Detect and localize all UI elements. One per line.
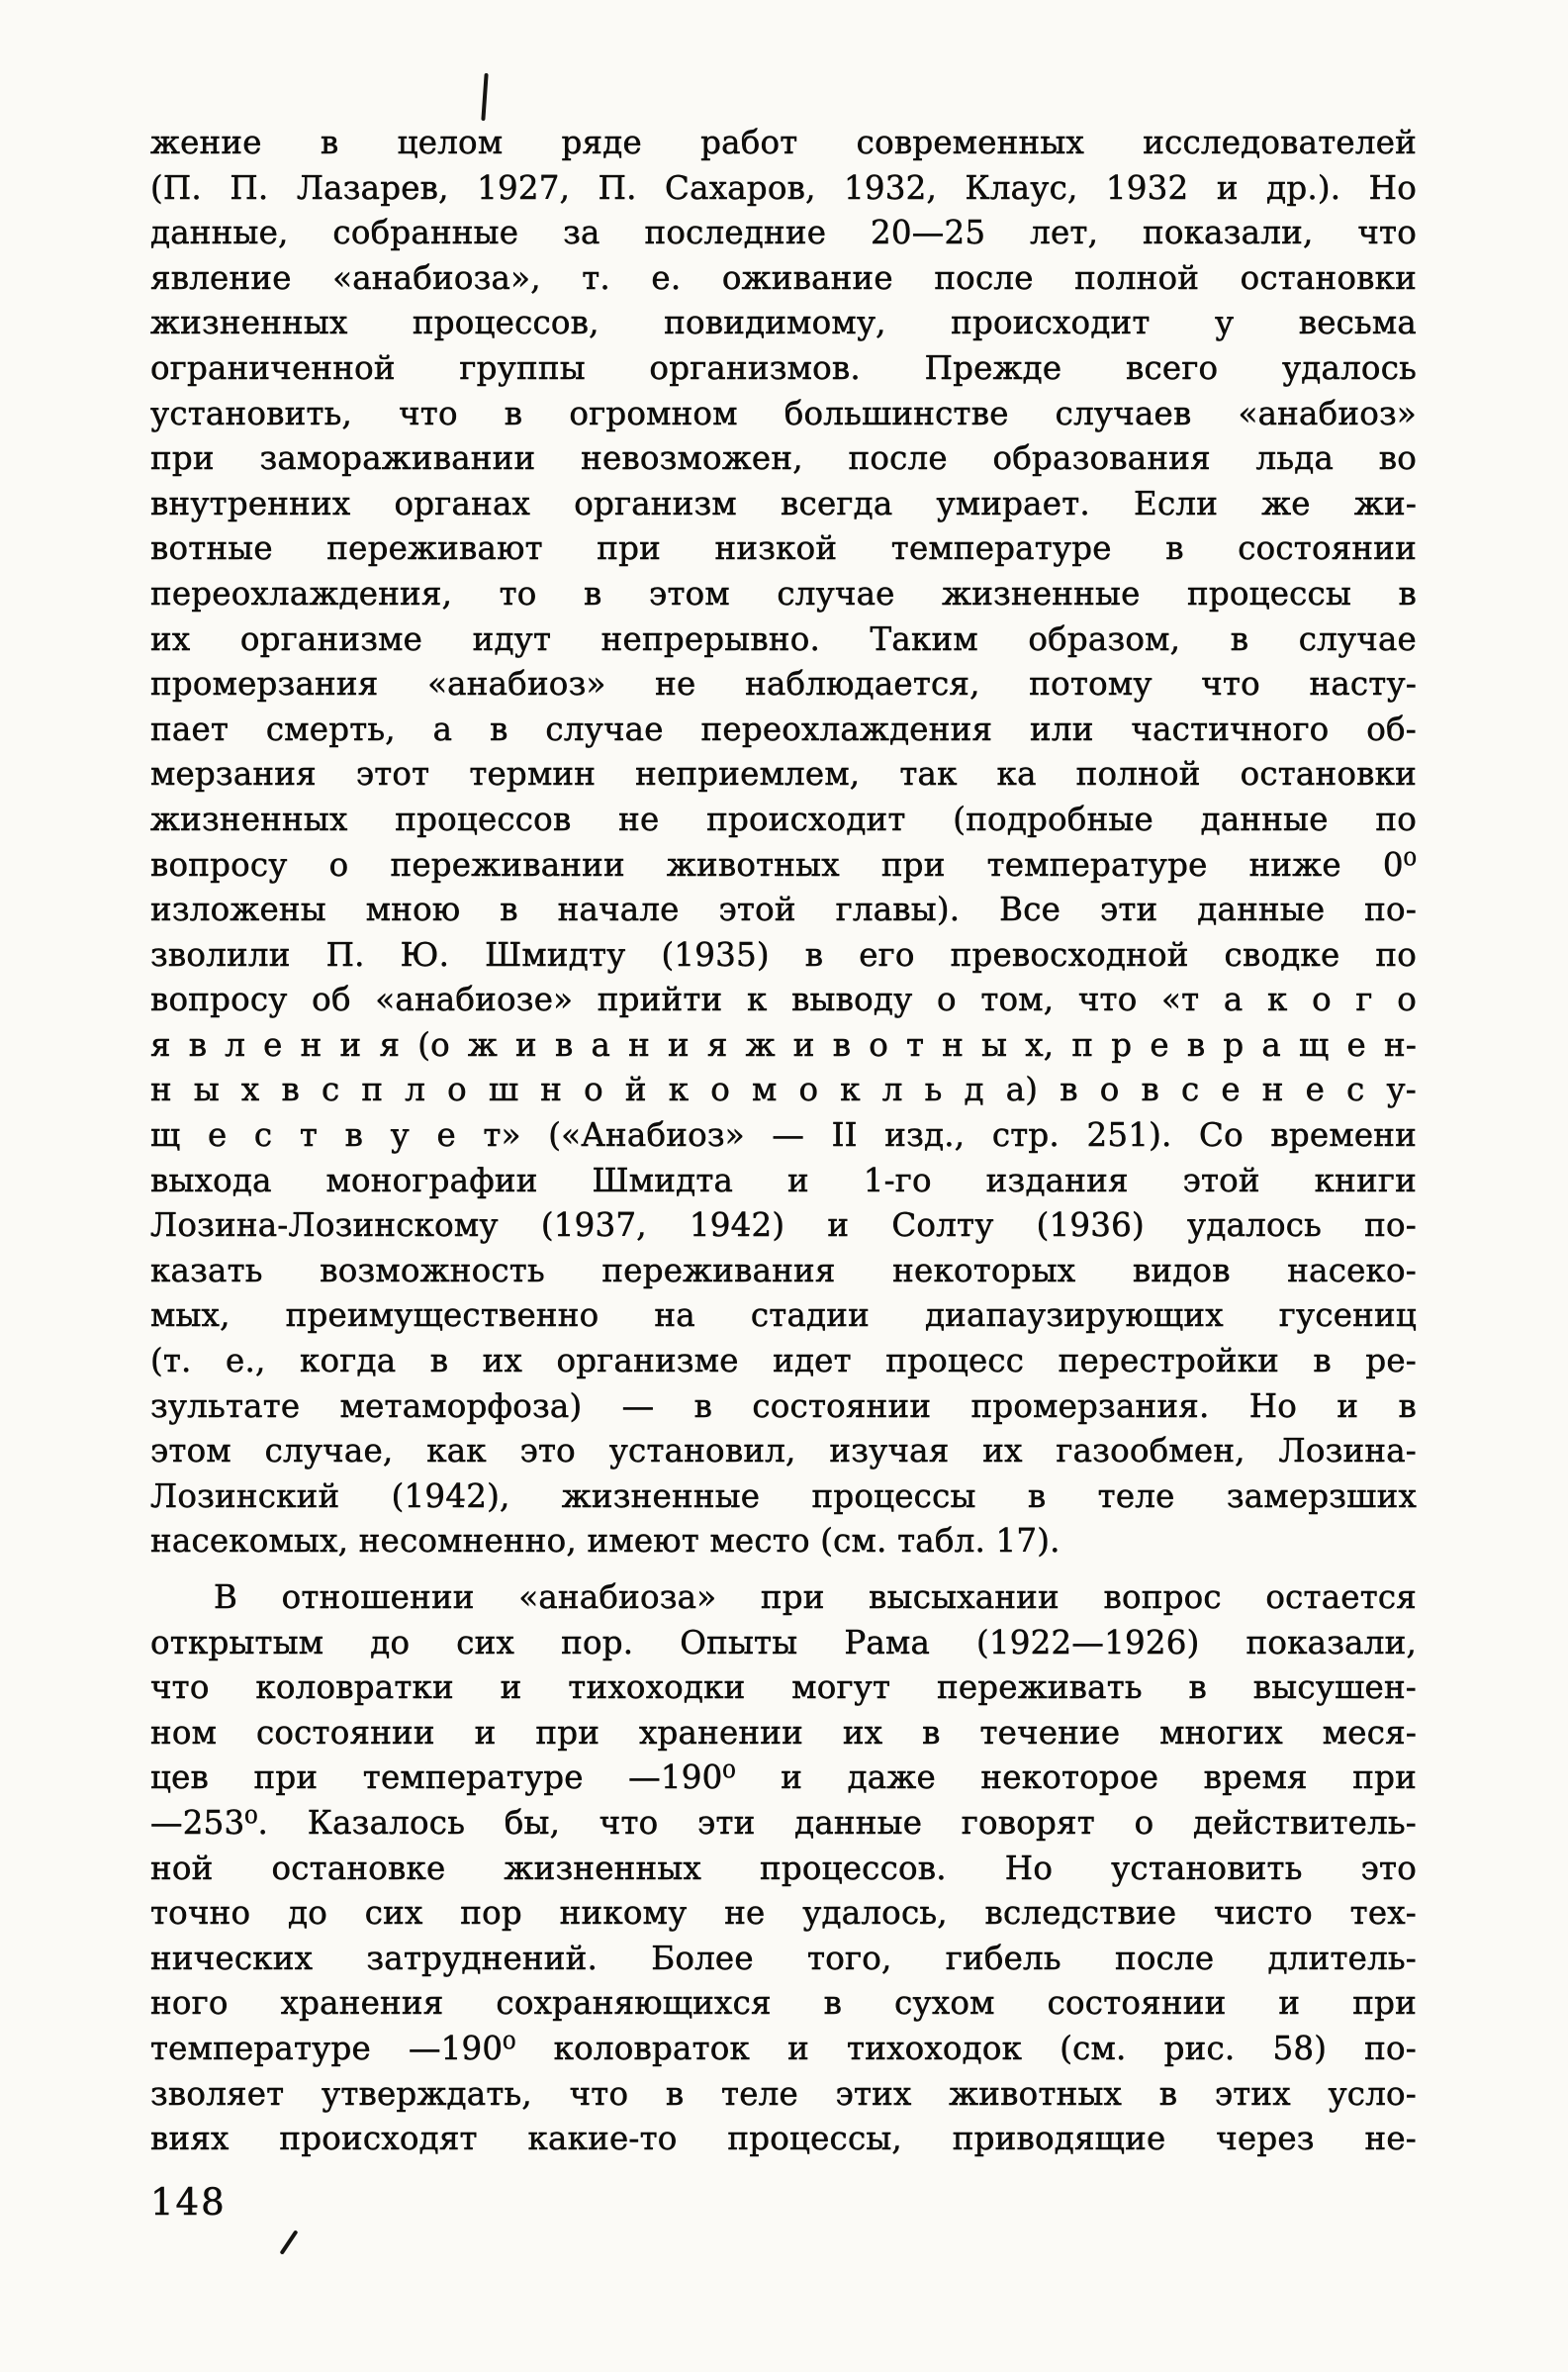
text-line: ного хранения сохраняющихся в сухом состоянии и при — [150, 1984, 1417, 2023]
text-line: цев при температуре —190⁰ и даже некоторое время при — [150, 1758, 1417, 1797]
text-line: изложены мною в начале этой главы). Все эти данные по- — [150, 891, 1417, 929]
text-line: щ е с т в у е т» («Анабиоз» — II изд., стр. 251). Со времени — [150, 1116, 1417, 1155]
text-line: виях происходят какие-то процессы, приводящие через не- — [150, 2120, 1417, 2158]
ink-mark-accent-icon — [481, 73, 488, 121]
ink-mark-slash-icon — [280, 2230, 299, 2254]
text-line: зволяет утверждать, что в теле этих животных в этих усло- — [150, 2074, 1417, 2113]
text-line: мерзания этот термин неприемлем, так ка полной остановки — [150, 755, 1417, 794]
text-line: переохлаждения, то в этом случае жизненные процессы в — [150, 574, 1417, 613]
page-number: 148 — [150, 2181, 227, 2224]
text-line: данные, собранные за последние 20—25 лет, показали, что — [150, 214, 1417, 252]
text-line: вопросу о переживании животных при температуре ниже 0⁰ — [150, 845, 1417, 884]
text-line: Лозина-Лозинскому (1937, 1942) и Солту (1936) удалось по- — [150, 1206, 1417, 1245]
text-line: Лозинский (1942), жизненные процессы в теле замерзших — [150, 1476, 1417, 1515]
text-line: их организме идут непрерывно. Таким образом, в случае — [150, 619, 1417, 658]
paragraph — [150, 121, 1417, 1565]
text-line: (П. П. Лазарев, 1927, П. Сахаров, 1932, Клаус, 1932 и др.). Но — [150, 168, 1417, 207]
text-line: —253⁰. Казалось бы, что эти данные говорят о действитель- — [150, 1803, 1417, 1842]
text-line: промерзания «анабиоз» не наблюдается, потому что насту- — [150, 665, 1417, 704]
text-line: зволили П. Ю. Шмидту (1935) в его превосходной сводке по — [150, 935, 1417, 974]
text-line: ном состоянии и при хранении их в течение многих меся- — [150, 1713, 1417, 1752]
page-text — [150, 121, 1417, 2162]
text-line: температуре —190⁰ коловраток и тихоходок (см. рис. 58) по- — [150, 2029, 1417, 2067]
text-line: этом случае, как это установил, изучая их газообмен, Лозина- — [150, 1432, 1417, 1471]
text-line: жение в целом ряде работ современных исследователей — [150, 124, 1417, 161]
text-line: точно до сих пор никому не удалось, вследствие чисто тех- — [150, 1894, 1417, 1933]
text-line: В отношении «анабиоза» при высыхании вопрос остается — [214, 1578, 1417, 1616]
text-line: казать возможность переживания некоторых видов насеко- — [150, 1251, 1417, 1289]
text-line: внутренних органах организм всегда умирает. Если же жи- — [150, 484, 1417, 522]
text-line: мых, преимущественно на стадии диапаузирующих гусениц — [150, 1296, 1417, 1335]
text-line: нических затруднений. Более того, гибель после длитель- — [150, 1939, 1417, 1977]
text-line: насекомых, несомненно, имеют место (см. табл. 17). — [150, 1522, 1061, 1561]
text-line: пает смерть, а в случае переохлаждения или частичного об- — [150, 710, 1417, 748]
text-line: установить, что в огромном большинстве случаев «анабиоз» — [150, 394, 1417, 432]
text-line: н ы х в с п л о ш н о й к о м о к л ь д а) в о в с е н е с у- — [150, 1071, 1417, 1109]
text-line: зультате метаморфоза) — в состоянии промерзания. Но и в — [150, 1386, 1417, 1425]
text-line: вотные переживают при низкой температуре в состоянии — [150, 529, 1417, 568]
text-line: что коловратки и тихоходки могут переживать в высушен- — [150, 1668, 1417, 1707]
text-line: жизненных процессов не происходит (подробные данные по — [150, 800, 1417, 838]
paragraph — [150, 1575, 1417, 2162]
text-line: при замораживании невозможен, после образования льда во — [150, 439, 1417, 478]
text-line: (т. е., когда в их организме идет процесс перестройки в ре- — [150, 1342, 1417, 1380]
text-line: я в л е н и я (о ж и в а н и я ж и в о т н ы х, п р е в р а щ е н- — [150, 1025, 1417, 1064]
text-line: вопросу об «анабиозе» прийти к выводу о том, что «т а к о г о — [150, 981, 1417, 1019]
text-line: ной остановке жизненных процессов. Но установить это — [150, 1849, 1417, 1887]
text-line: открытым до сих пор. Опыты Рама (1922—1926) показали, — [150, 1623, 1417, 1661]
text-line: явление «анабиоза», т. е. оживание после полной остановки — [150, 258, 1417, 297]
text-line: ограниченной группы организмов. Прежде всего удалось — [150, 348, 1417, 387]
text-line: жизненных процессов, повидимому, происходит у весьма — [150, 304, 1417, 342]
text-line: выхода монографии Шмидта и 1-го издания этой книги — [150, 1161, 1417, 1199]
